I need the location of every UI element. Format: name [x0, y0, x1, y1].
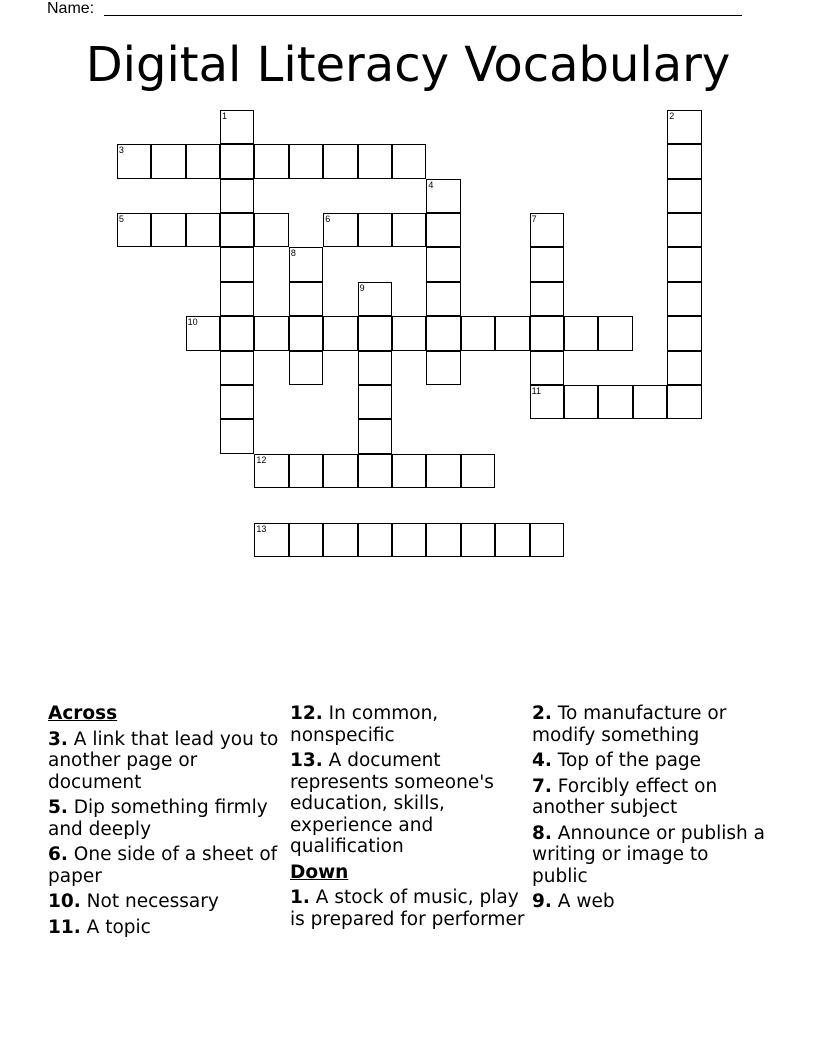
grid-cell[interactable] [289, 282, 323, 316]
grid-cell[interactable] [117, 144, 151, 178]
grid-cell[interactable] [220, 385, 254, 419]
grid-cell[interactable] [254, 454, 288, 488]
grid-cell[interactable] [530, 316, 564, 350]
grid-cell[interactable] [358, 385, 392, 419]
grid-cell[interactable] [289, 247, 323, 281]
grid-cell[interactable] [254, 213, 288, 247]
grid-cell[interactable] [495, 523, 529, 557]
grid-cell[interactable] [358, 282, 392, 316]
clue-down-9: 9. A web [532, 891, 615, 912]
clue-down-8: 8. Announce or publish a writing or image to public [532, 822, 765, 887]
grid-cell[interactable] [667, 213, 701, 247]
grid-cell[interactable] [323, 144, 357, 178]
grid-cell[interactable] [151, 213, 185, 247]
grid-cell[interactable] [426, 179, 460, 213]
grid-cell[interactable] [530, 282, 564, 316]
grid-cell[interactable] [530, 247, 564, 281]
grid-cell[interactable] [151, 144, 185, 178]
grid-cell[interactable] [564, 385, 598, 419]
grid-cell[interactable] [667, 144, 701, 178]
grid-cell[interactable] [426, 213, 460, 247]
grid-cell[interactable] [530, 523, 564, 557]
name-label: Name: [47, 0, 95, 17]
grid-cell[interactable] [426, 454, 460, 488]
grid-cell[interactable] [392, 523, 426, 557]
grid-cell[interactable] [289, 316, 323, 350]
grid-cell[interactable] [220, 316, 254, 350]
grid-cell[interactable] [667, 351, 701, 385]
clue-across-11: 11. A topic [48, 916, 151, 938]
cell-number: 5 [118, 214, 124, 224]
grid-cell[interactable] [117, 213, 151, 247]
grid-cell[interactable] [220, 351, 254, 385]
clue-across-10: 10. Not necessary [48, 891, 219, 912]
grid-cell[interactable] [254, 316, 288, 350]
grid-cell[interactable] [392, 316, 426, 350]
grid-cell[interactable] [530, 385, 564, 419]
cell-number: 13 [256, 523, 267, 534]
grid-cell[interactable] [254, 523, 288, 557]
grid-cell[interactable] [220, 144, 254, 178]
grid-cell[interactable] [289, 454, 323, 488]
grid-cell[interactable] [667, 247, 701, 281]
clues-column-2 [290, 703, 525, 934]
clue-across-5: 5. Dip something firmly and deeply [48, 797, 268, 840]
grid-cell[interactable] [392, 213, 426, 247]
grid-cell[interactable] [426, 282, 460, 316]
puzzle-title: Digital Literacy Vocabulary [85, 37, 731, 93]
clue-across-13: 13. A document represents someone's education, skills, experience and qualification [290, 750, 494, 857]
clue-down-4: 4. Top of the page [532, 750, 702, 771]
grid-cell[interactable] [289, 351, 323, 385]
cell-number: 7 [531, 214, 537, 224]
cell-number: 9 [359, 282, 365, 293]
clues-column-3 [532, 703, 767, 917]
grid-cell[interactable] [667, 282, 701, 316]
grid-cell[interactable] [530, 351, 564, 385]
grid-cell[interactable] [358, 454, 392, 488]
grid-cell[interactable] [323, 523, 357, 557]
clue-down-1: 1. A stock of music, play is prepared for performer [290, 887, 525, 930]
grid-cell[interactable] [598, 385, 632, 419]
cell-number: 8 [290, 248, 296, 259]
grid-cell[interactable] [220, 282, 254, 316]
grid-cell[interactable] [220, 179, 254, 213]
cell-number: 1 [222, 110, 228, 121]
grid-cell[interactable] [530, 213, 564, 247]
grid-cell[interactable] [667, 316, 701, 350]
grid-cell[interactable] [220, 213, 254, 247]
grid-cell[interactable] [358, 419, 392, 453]
grid-cell[interactable] [220, 247, 254, 281]
clue-down-7: 7. Forcibly effect on another subject [532, 775, 718, 818]
grid-cell[interactable] [392, 454, 426, 488]
grid-cell[interactable] [667, 385, 701, 419]
grid-cell[interactable] [358, 144, 392, 178]
grid-cell[interactable] [461, 454, 495, 488]
cell-number: 12 [256, 454, 267, 465]
grid-cell[interactable] [633, 385, 667, 419]
grid-cell[interactable] [220, 110, 254, 144]
cell-number: 10 [187, 317, 198, 328]
clue-down-2: 2. To manufacture or modify something [532, 703, 727, 746]
grid-cell[interactable] [358, 523, 392, 557]
down-heading: Down [290, 861, 349, 883]
grid-cell[interactable] [323, 316, 357, 350]
cell-number: 6 [325, 214, 331, 224]
clues-column-1 [48, 703, 283, 942]
grid-cell[interactable] [289, 144, 323, 178]
grid-cell[interactable] [358, 316, 392, 350]
cell-number: 11 [531, 386, 541, 396]
grid-cell[interactable] [186, 144, 220, 178]
grid-cell[interactable] [358, 213, 392, 247]
grid-cell[interactable] [426, 316, 460, 350]
grid-cell[interactable] [598, 316, 632, 350]
grid-cell[interactable] [323, 213, 357, 247]
grid-cell[interactable] [667, 110, 701, 144]
grid-cell[interactable] [461, 523, 495, 557]
cell-number: 2 [669, 110, 675, 121]
cell-number: 4 [428, 179, 434, 190]
grid-cell[interactable] [254, 144, 288, 178]
grid-cell[interactable] [186, 316, 220, 350]
grid-cell[interactable] [186, 213, 220, 247]
clue-across-3: 3. A link that lead you to another page or document [48, 728, 279, 793]
grid-cell[interactable] [426, 351, 460, 385]
across-heading: Across [48, 703, 118, 724]
grid-cell[interactable] [426, 247, 460, 281]
grid-cell[interactable] [289, 523, 323, 557]
grid-cell[interactable] [220, 419, 254, 453]
grid-cell[interactable] [461, 316, 495, 350]
grid-cell[interactable] [564, 316, 598, 350]
grid-cell[interactable] [495, 316, 529, 350]
clue-across-6: 6. One side of a sheet of paper [48, 844, 278, 887]
cell-number: 3 [118, 145, 124, 156]
grid-cell[interactable] [667, 179, 701, 213]
clue-across-12: 12. In common, nonspecific [290, 703, 439, 746]
grid-cell[interactable] [392, 144, 426, 178]
grid-cell[interactable] [426, 523, 460, 557]
grid-cell[interactable] [358, 351, 392, 385]
grid-cell[interactable] [323, 454, 357, 488]
